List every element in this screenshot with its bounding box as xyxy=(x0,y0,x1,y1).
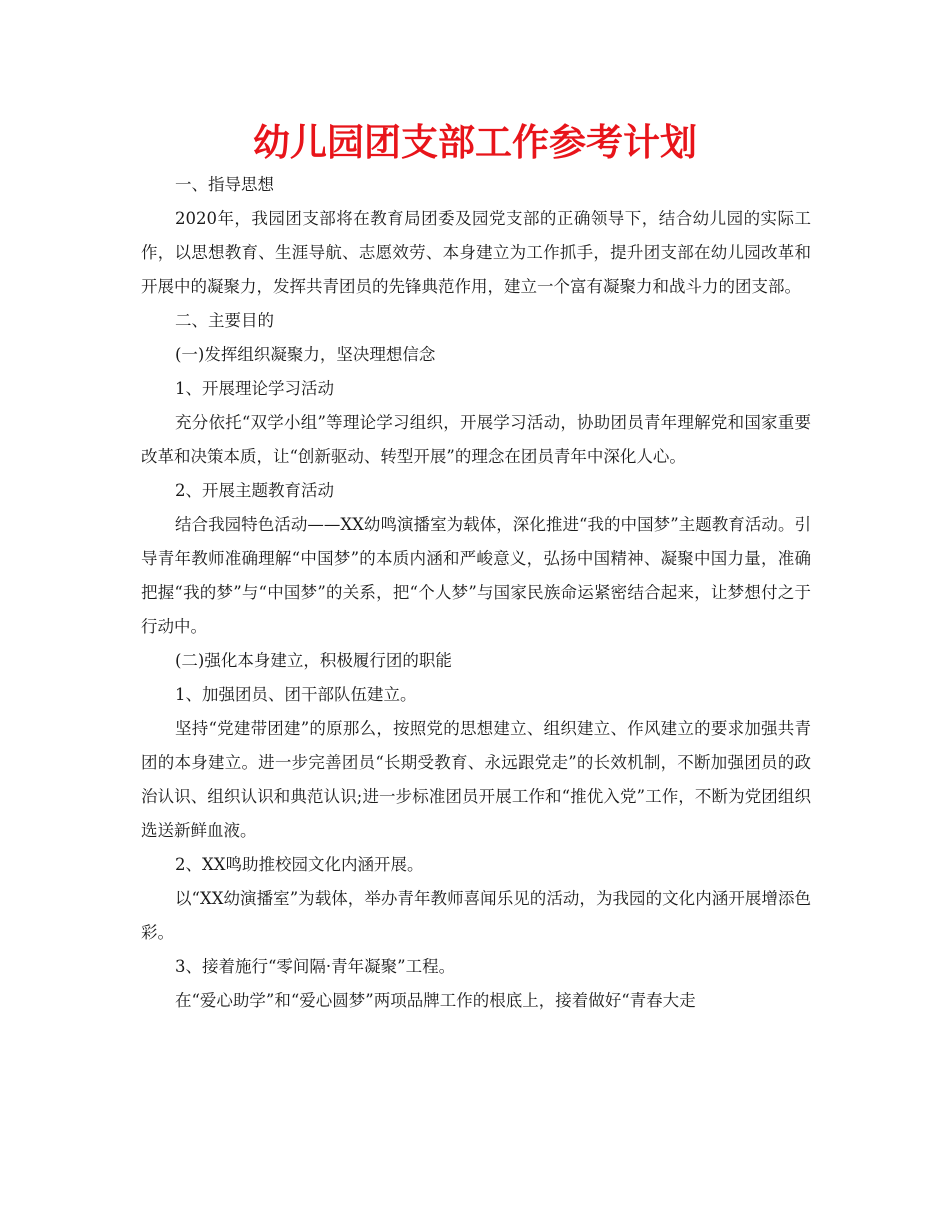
subheading: (一)发挥组织凝聚力，坚决理想信念 xyxy=(175,345,436,364)
document-body xyxy=(141,168,811,1018)
paragraph: 2020年，我园团支部将在教育局团委及园党支部的正确领导下，结合幼儿园的实际工作，以思想教育、生涯导航、志愿效劳、本身建立为工作抓手，提升团支部在幼儿园改革和开展中的凝聚力，发挥共青团员的先锋典范作用，建立一个富有凝聚力和战斗力的团支部。 xyxy=(141,209,811,296)
subheading: 3、接着施行“零间隔·青年凝聚”工程。 xyxy=(175,957,456,976)
paragraph: 在“爱心助学”和“爱心圆梦”两项品牌工作的根底上，接着做好“青春大走 xyxy=(175,991,696,1010)
paragraph: 以“XX幼演播室”为载体，举办青年教师喜闻乐见的活动，为我园的文化内涵开展增添色彩。 xyxy=(141,889,811,942)
subheading: 1、开展理论学习活动 xyxy=(175,379,334,398)
paragraph: 充分依托“双学小组”等理论学习组织，开展学习活动，协助团员青年理解党和国家重要改革和决策本质，让“创新驱动、转型开展”的理念在团员青年中深化人心。 xyxy=(141,413,811,466)
subheading: 2、开展主题教育活动 xyxy=(175,481,334,500)
paragraph: 结合我园特色活动——XX幼鸣演播室为载体，深化推进“我的中国梦”主题教育活动。引导青年教师准确理解“中国梦”的本质内涵和严峻意义，弘扬中国精神、凝聚中国力量，准确把握“我的梦”与“中国梦”的关系，把“个人梦”与国家民族命运紧密结合起来，让梦想付之于行动中。 xyxy=(141,515,811,636)
heading-main-goals: 二、主要目的 xyxy=(175,311,274,330)
subheading: (二)强化本身建立，积极履行团的职能 xyxy=(175,651,452,670)
subheading: 1、加强团员、团干部队伍建立。 xyxy=(175,685,417,704)
document-title: 幼儿园团支部工作参考计划 xyxy=(253,121,697,164)
paragraph: 坚持“党建带团建”的原那么，按照党的思想建立、组织建立、作风建立的要求加强共青团的本身建立。进一步完善团员“长期受教育、永远跟党走”的长效机制，不断加强团员的政治认识、组织认识和典范认识;进一步标准团员开展工作和“推优入党”工作，不断为党团组织选送新鲜血液。 xyxy=(141,719,811,840)
heading-guiding-thought: 一、指导思想 xyxy=(175,175,274,194)
subheading: 2、XX鸣助推校园文化内涵开展。 xyxy=(175,855,424,874)
